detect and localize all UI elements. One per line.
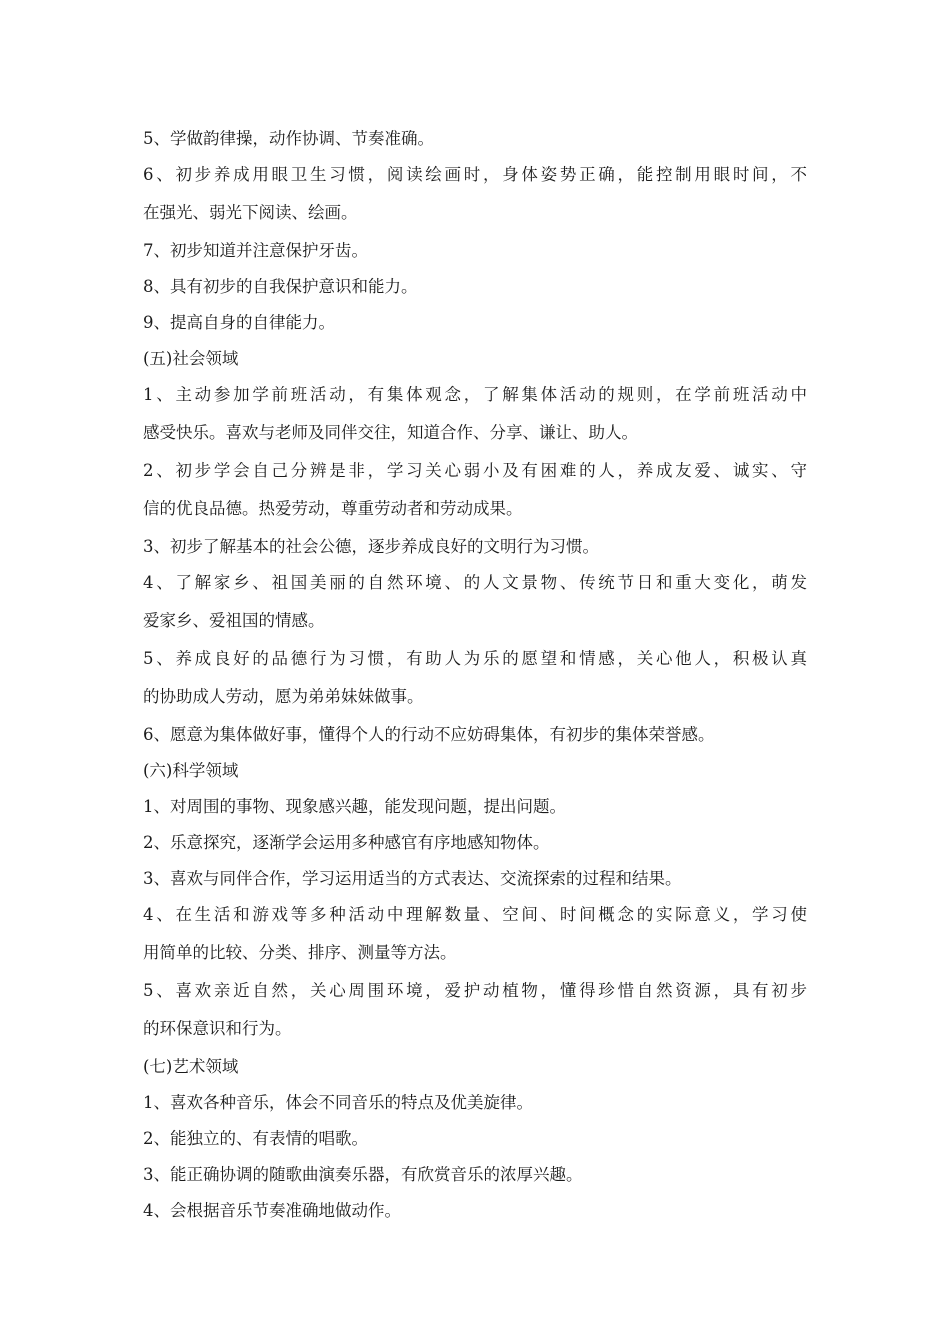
text-line: 5、学做韵律操，动作协调、节奏准确。 [143,129,434,148]
text-line: 4、了解家乡、祖国美丽的自然环境、的人文景物、传统节日和重大变化，萌发 [143,573,807,592]
text-line: 1、对周围的事物、现象感兴趣，能发现问题，提出问题。 [143,797,566,816]
text-line: 1、主动参加学前班活动，有集体观念，了解集体活动的规则，在学前班活动中 [143,385,807,404]
text-line: 在强光、弱光下阅读、绘画。 [143,203,358,222]
text-line: 的协助成人劳动，愿为弟弟妹妹做事。 [143,687,424,706]
text-line: 4、在生活和游戏等多种活动中理解数量、空间、时间概念的实际意义，学习使 [143,905,807,924]
text-line: 6、初步养成用眼卫生习惯，阅读绘画时，身体姿势正确，能控制用眼时间，不 [143,165,807,184]
text-line: 3、初步了解基本的社会公德，逐步养成良好的文明行为习惯。 [143,537,599,556]
text-line: 3、能正确协调的随歌曲演奏乐器，有欣赏音乐的浓厚兴趣。 [143,1165,583,1184]
text-line: 2、乐意探究，逐渐学会运用多种感官有序地感知物体。 [143,833,550,852]
text-line: 信的优良品德。热爱劳动，尊重劳动者和劳动成果。 [143,499,523,518]
text-line: 5、养成良好的品德行为习惯，有助人为乐的愿望和情感，关心他人，积极认真 [143,649,807,668]
text-line: 的环保意识和行为。 [143,1019,292,1038]
text-line: 3、喜欢与同伴合作，学习运用适当的方式表达、交流探索的过程和结果。 [143,869,682,888]
text-line: (七)艺术领域 [143,1057,239,1076]
text-line: (五)社会领域 [143,349,239,368]
text-line: 7、初步知道并注意保护牙齿。 [143,241,368,260]
text-line: (六)科学领域 [143,761,239,780]
text-line: 用简单的比较、分类、排序、测量等方法。 [143,943,457,962]
text-line: 爱家乡、爱祖国的情感。 [143,611,325,630]
text-line: 2、初步学会自己分辨是非，学习关心弱小及有困难的人，养成友爱、诚实、守 [143,461,807,480]
text-line: 1、喜欢各种音乐，体会不同音乐的特点及优美旋律。 [143,1093,533,1112]
text-line: 感受快乐。喜欢与老师及同伴交往，知道合作、分享、谦让、助人。 [143,423,638,442]
text-line: 8、具有初步的自我保护意识和能力。 [143,277,418,296]
text-line: 4、会根据音乐节奏准确地做动作。 [143,1201,401,1220]
text-line: 2、能独立的、有表情的唱歌。 [143,1129,368,1148]
text-line: 5、喜欢亲近自然，关心周围环境，爱护动植物，懂得珍惜自然资源，具有初步 [143,981,807,1000]
text-line: 9、提高自身的自律能力。 [143,313,335,332]
document-body [143,121,807,1229]
text-line: 6、愿意为集体做好事，懂得个人的行动不应妨碍集体，有初步的集体荣誉感。 [143,725,715,744]
